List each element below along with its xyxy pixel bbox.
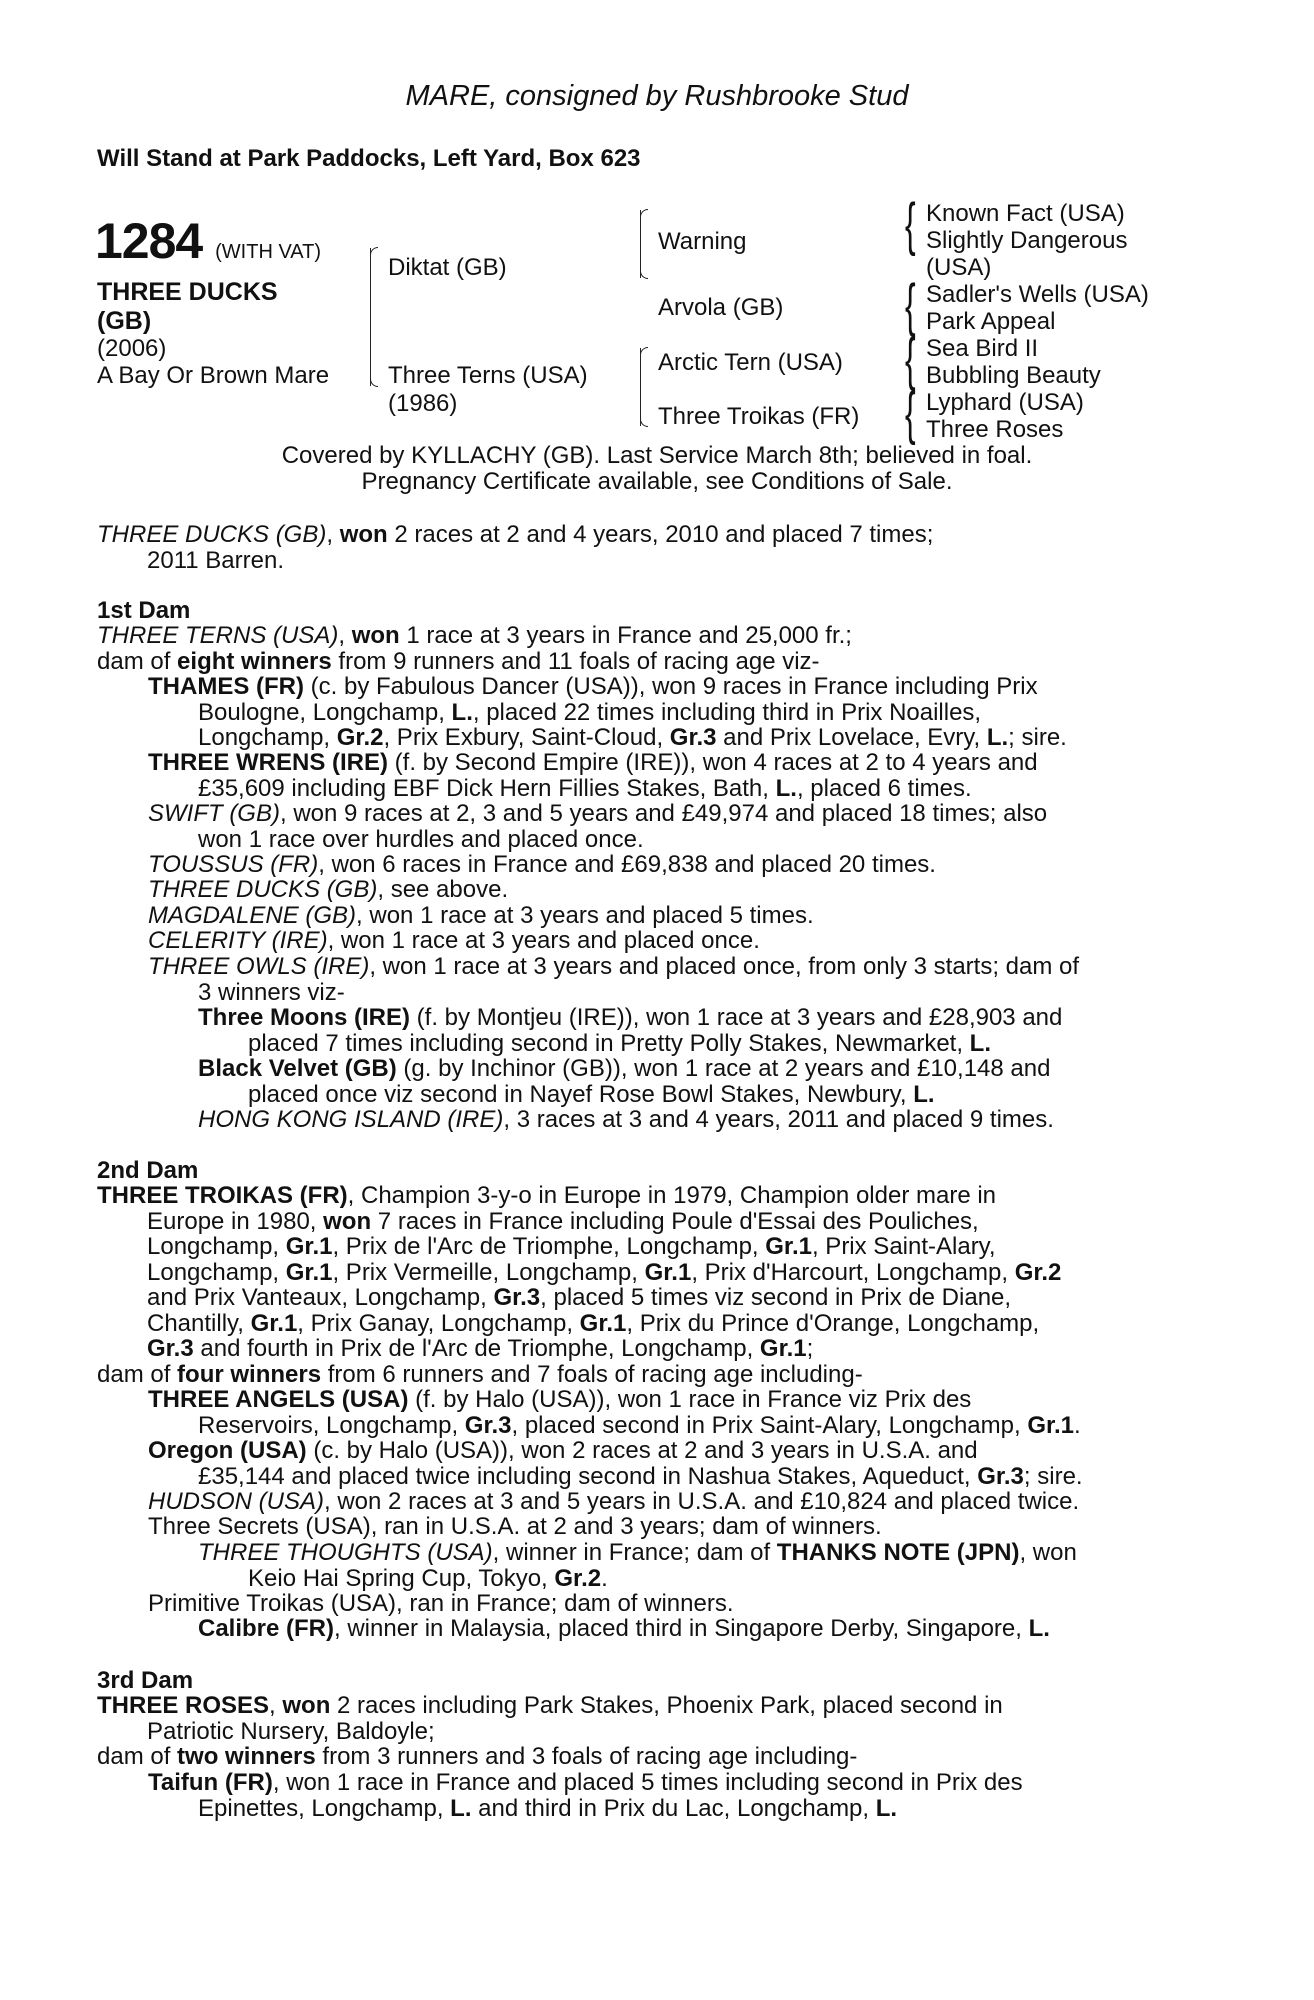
pedigree-g5: Sea Bird II: [926, 335, 1039, 362]
dam2-l6e: , Prix du Prince d'Orange, Longchamp,: [626, 1309, 1040, 1337]
dam2-l7a: Gr.3: [147, 1335, 194, 1362]
pedigree-g7: Lyphard (USA): [926, 389, 1084, 416]
dam-parents-brace: [640, 348, 641, 426]
dam2-l4d: Gr.1: [644, 1258, 692, 1286]
produce-three-secrets: [148, 1514, 1204, 1540]
moons-l1: (f. by Montjeu (IRE)), won 1 race at 3 years and £28,903 and: [410, 1004, 1063, 1031]
wrens-l1: (f. by Second Empire (IRE)), won 4 races at 2 to 4 years and: [388, 749, 1038, 776]
oregon-l1: (c. by Halo (USA)), won 2 races at 2 and 3 years in U.S.A. and: [306, 1437, 978, 1464]
produce-primitive-troikas: [148, 1591, 1204, 1617]
dam2-l2c: 7 races in France including Poule d'Essai des Pouliches,: [371, 1207, 979, 1235]
dam2-l6c: , Prix Ganay, Longchamp,: [297, 1309, 580, 1337]
horse-year: (2006): [97, 335, 167, 362]
dam2-l3a: Longchamp,: [147, 1233, 286, 1260]
angels-name: THREE ANGELS (USA): [148, 1386, 409, 1413]
thoughts-l1b: , won: [1019, 1539, 1077, 1566]
thoughts-l2c: .: [601, 1564, 608, 1592]
second-dam-heading: 2nd Dam: [97, 1157, 199, 1184]
produce-magdalene: [148, 903, 1204, 929]
dam2-l3b: Gr.1: [285, 1233, 333, 1260]
dam2-l5a: and Prix Vanteaux, Longchamp,: [147, 1284, 494, 1311]
thoughts-l2a: Keio Hai Spring Cup, Tokyo,: [248, 1564, 555, 1592]
dam2-l5b: Gr.3: [493, 1284, 541, 1311]
thames-l2c: , placed 22 times including third in Prix Noailles,: [472, 698, 982, 726]
angels-l1: (f. by Halo (USA)), won 1 race in France viz Prix des: [408, 1386, 972, 1413]
dam2-l3e: , Prix Saint-Alary,: [811, 1233, 996, 1260]
dam2-l6a: Chantilly,: [147, 1309, 251, 1337]
dam2-l3d: Gr.1: [765, 1233, 812, 1260]
celerity-text: , won 1 race at 3 years and placed once.: [327, 927, 760, 954]
third-dam-heading: 3rd Dam: [97, 1667, 194, 1694]
summary-won: won: [339, 521, 388, 548]
angels-l2b: Gr.3: [464, 1411, 512, 1439]
pedigree-g6: Bubbling Beauty: [926, 362, 1101, 389]
g-brace-1: {: [905, 192, 916, 257]
produce-thames: [148, 674, 1204, 751]
taifun-l2c: and third in Prix du Lac, Longchamp,: [471, 1794, 876, 1822]
dam2-damof-bold: four winners: [177, 1360, 322, 1388]
angels-l2d: Gr.1: [1027, 1411, 1075, 1439]
magdalene-text: , won 1 race at 3 years and placed 5 times.: [356, 902, 814, 929]
pedigree-dam-year: (1986): [388, 390, 458, 417]
produce-three-wrens: [148, 750, 1204, 801]
dam1-damof-bold: eight winners: [177, 647, 332, 675]
wrens-name: THREE WRENS (IRE): [148, 749, 388, 776]
consignment-title: MARE, consigned by Rushbrooke Stud: [405, 80, 909, 112]
oregon-l2b: Gr.3: [977, 1462, 1024, 1490]
produce-three-moons: [198, 1005, 1204, 1056]
covering-line1: Covered by KYLLACHY (GB). Last Service March 8th; believed in foal.: [281, 442, 1033, 469]
pedigree-g2a: Slightly Dangerous: [926, 227, 1128, 254]
stand-location: Will Stand at Park Paddocks, Left Yard, Box 623: [97, 145, 641, 172]
dam2-l4f: Gr.2: [1014, 1258, 1062, 1286]
taifun-name: Taifun (FR): [148, 1769, 273, 1796]
dam2-l7c: Gr.1: [759, 1335, 807, 1362]
dam2-l2b: won: [323, 1207, 372, 1235]
pedigree-sire-sire: Warning: [658, 228, 747, 255]
produce-oregon: [148, 1438, 1204, 1489]
dam2-l5c: , placed 5 times viz second in Prix de Diane,: [540, 1284, 1012, 1311]
produce-toussus: [148, 852, 1204, 878]
toussus-text: , won 6 races in France and £69,838 and placed 20 times.: [318, 851, 936, 878]
thoughts-name: THREE THOUGHTS (USA): [198, 1539, 493, 1566]
ducks-name: THREE DUCKS (GB): [148, 876, 378, 903]
wrens-l2c: , placed 6 times.: [796, 774, 972, 802]
owls-l1: , won 1 race at 3 years and placed once, from only 3 starts; dam of: [369, 953, 1080, 980]
dam1-name: THREE TERNS (USA): [97, 622, 339, 649]
produce-black-velvet: [198, 1056, 1204, 1107]
thames-l3f: L.: [986, 724, 1009, 751]
summary-text1: 2 races at 2 and 4 years, 2010 and placed 7 times;: [387, 521, 934, 548]
dam3-name: THREE ROSES: [97, 1692, 270, 1719]
hudson-name: HUDSON (USA): [148, 1488, 325, 1515]
lot-number: [95, 212, 321, 270]
sire-parents-brace: [640, 210, 641, 278]
thames-l3g: ; sire.: [1008, 724, 1067, 751]
produce-hong-kong-island: [198, 1107, 1204, 1133]
taifun-l2b: L.: [450, 1794, 472, 1822]
angels-l2c: , placed second in Prix Saint-Alary, Longchamp,: [511, 1411, 1028, 1439]
dam2-l2a: Europe in 1980,: [147, 1207, 324, 1235]
angels-l2e: .: [1074, 1411, 1081, 1439]
dam2-damof-pre: dam of: [97, 1360, 178, 1388]
dam2-l6b: Gr.1: [250, 1309, 298, 1337]
summary-text2: 2011 Barren.: [147, 546, 284, 574]
hk-name: HONG KONG ISLAND (IRE): [198, 1106, 504, 1133]
oregon-l2c: ; sire.: [1023, 1462, 1083, 1490]
calibre-name: Calibre (FR): [198, 1615, 335, 1642]
thames-l1: (c. by Fabulous Dancer (USA)), won 9 races in France including Prix: [303, 673, 1038, 700]
horse-name-line2: (GB): [97, 307, 152, 335]
thoughts-l1: , winner in France; dam of: [492, 1539, 777, 1566]
summary-name: THREE DUCKS (GB): [97, 521, 327, 548]
thames-l3b: Gr.2: [336, 724, 384, 751]
moons-name: Three Moons (IRE): [198, 1004, 411, 1031]
owls-name: THREE OWLS (IRE): [148, 953, 370, 980]
dam3-won: won: [282, 1692, 331, 1719]
pedigree-sire: Diktat (GB): [388, 254, 507, 281]
pedigree-g2b: (USA): [926, 254, 992, 281]
swift-l1: , won 9 races at 2, 3 and 5 years and £49,974 and placed 18 times; also: [279, 800, 1048, 827]
oregon-name: Oregon (USA): [148, 1437, 307, 1464]
dam2-l1: , Champion 3-y-o in Europe in 1979, Champion older mare in: [347, 1182, 997, 1209]
covering-line2: Pregnancy Certificate available, see Conditions of Sale.: [361, 468, 953, 495]
dam1-damof-pre: dam of: [97, 647, 178, 675]
thames-l2b: L.: [451, 698, 473, 726]
first-dam-section: THREE TERNS (USA), won 1 race at 3 years in France and 25,000 fr.; dam of eight winners from 9 runners and 11 foals of racing age viz-: [97, 622, 852, 675]
pedigree-g8: Three Roses: [926, 416, 1064, 443]
toussus-name: TOUSSUS (FR): [148, 851, 319, 878]
produce-three-owls: [148, 954, 1204, 1005]
moons-l2a: placed 7 times including second in Pretty Polly Stakes, Newmarket,: [248, 1029, 970, 1057]
pedigree-dam-sire: Arctic Tern (USA): [658, 349, 843, 376]
swift-name: SWIFT (GB): [148, 800, 280, 827]
third-dam-section: THREE ROSES, won 2 races including Park Stakes, Phoenix Park, placed second in Patriotic Nursery, Baldoyle; dam of two winners from 3 runners and 3 foals of racing age including-: [97, 1693, 1204, 1770]
dam2-l4b: Gr.1: [285, 1258, 333, 1286]
magdalene-name: MAGDALENE (GB): [148, 902, 357, 929]
produce-calibre: [198, 1616, 1204, 1642]
velvet-l2b: L.: [913, 1080, 935, 1108]
dam2-name: THREE TROIKAS (FR): [97, 1182, 348, 1209]
dam3-damof-pre: dam of: [97, 1743, 178, 1770]
pedigree-dam: Three Terns (USA): [388, 362, 588, 389]
thames-l3e: and Prix Lovelace, Evry,: [716, 724, 987, 751]
produce-hudson: [148, 1489, 1204, 1515]
dam2-l7b: and fourth in Prix de l'Arc de Triomphe, Longchamp,: [193, 1335, 760, 1362]
thames-name: THAMES (FR): [148, 673, 304, 700]
hudson-text: , won 2 races at 3 and 5 years in U.S.A. and £10,824 and placed twice.: [324, 1488, 1080, 1515]
dam2-damof-post: from 6 runners and 7 foals of racing age including-: [321, 1360, 863, 1388]
thoughts-bold: THANKS NOTE (JPN): [776, 1539, 1020, 1566]
thames-l3d: Gr.3: [669, 724, 717, 751]
first-dam-heading: 1st Dam: [97, 597, 191, 624]
dam2-l4a: Longchamp,: [147, 1258, 286, 1286]
dam3-l1: 2 races including Park Stakes, Phoenix Park, placed second in: [330, 1692, 1003, 1719]
dam3-damof-post: from 3 runners and 3 foals of racing age including-: [315, 1743, 858, 1770]
dam2-l6d: Gr.1: [579, 1309, 627, 1337]
angels-l2a: Reservoirs, Longchamp,: [198, 1411, 465, 1439]
horse-description: A Bay Or Brown Mare: [97, 362, 330, 389]
swift-l2: won 1 race over hurdles and placed once.: [198, 825, 644, 853]
dam3-l2: Patriotic Nursery, Baldoyle;: [147, 1717, 435, 1745]
produce-celerity: [148, 928, 1204, 954]
dam2-l7d: ;: [806, 1335, 814, 1362]
calibre-l: L.: [1028, 1615, 1050, 1642]
produce-three-ducks: [148, 877, 1204, 903]
pedigree-sire-dam: Arvola (GB): [658, 294, 784, 321]
oregon-l2a: £35,144 and placed twice including second in Nashua Stakes, Aqueduct,: [198, 1462, 978, 1490]
velvet-l2a: placed once viz second in Nayef Rose Bowl Stakes, Newbury,: [248, 1080, 914, 1108]
velvet-l1: (g. by Inchinor (GB)), won 1 race at 2 years and £10,148 and: [396, 1055, 1051, 1082]
produce-three-thoughts: [198, 1540, 1204, 1591]
wrens-l2a: £35,609 including EBF Dick Hern Fillies Stakes, Bath,: [198, 774, 776, 802]
produce-three-angels: [148, 1387, 1204, 1438]
secrets-text: Three Secrets (USA), ran in U.S.A. at 2 and 3 years; dam of winners.: [148, 1513, 882, 1540]
pedigree-g4: Park Appeal: [926, 308, 1056, 335]
sire-dam-brace: [370, 248, 371, 386]
produce-swift: [148, 801, 1204, 852]
hk-text: , 3 races at 3 and 4 years, 2011 and placed 9 times.: [503, 1106, 1054, 1133]
velvet-name: Black Velvet (GB): [198, 1055, 397, 1082]
celerity-name: CELERITY (IRE): [148, 927, 328, 954]
pedigree-g3: Sadler's Wells (USA): [926, 281, 1149, 308]
pedigree-dam-dam: Three Troikas (FR): [658, 403, 860, 430]
dam1-damof-post: from 9 runners and 11 foals of racing age viz-: [331, 647, 820, 675]
taifun-l1: , won 1 race in France and placed 5 times including second in Prix des: [272, 1769, 1023, 1796]
primitive-text: Primitive Troikas (USA), ran in France; dam of winners.: [148, 1590, 734, 1617]
g-brace-4: {: [905, 381, 916, 446]
taifun-l2d: L.: [875, 1794, 898, 1822]
horse-name: [97, 278, 278, 336]
ducks-text: , see above.: [377, 876, 509, 903]
dam2-l4e: , Prix d'Harcourt, Longchamp,: [691, 1258, 1015, 1286]
taifun-l2a: Epinettes, Longchamp,: [198, 1794, 451, 1822]
thames-l2a: Boulogne, Longchamp,: [198, 698, 452, 726]
produce-taifun: [148, 1770, 1204, 1821]
dam1-text: 1 race at 3 years in France and 25,000 fr.;: [399, 622, 852, 649]
dam3-damof-bold: two winners: [177, 1743, 316, 1770]
thoughts-l2b: Gr.2: [554, 1564, 602, 1592]
calibre-text: , winner in Malaysia, placed third in Singapore Derby, Singapore,: [334, 1615, 1029, 1642]
vat-label: (WITH VAT): [215, 241, 322, 263]
wrens-l2b: L.: [775, 774, 797, 802]
dam2-l4c: , Prix Vermeille, Longchamp,: [332, 1258, 645, 1286]
thames-l3a: Longchamp,: [198, 724, 337, 751]
dam2-l3c: , Prix de l'Arc de Triomphe, Longchamp,: [332, 1233, 766, 1260]
g-brace-2: {: [905, 273, 916, 338]
second-dam-section: [97, 1183, 1204, 1387]
lot-number-value: 1284: [95, 213, 203, 269]
dam1-won: won: [351, 622, 400, 649]
owls-l2: 3 winners viz-: [198, 978, 345, 1006]
thames-l3c: , Prix Exbury, Saint-Cloud,: [383, 724, 670, 751]
pedigree-g1: Known Fact (USA): [926, 200, 1125, 227]
horse-name-line1: THREE DUCKS: [97, 278, 278, 306]
summary-paragraph: THREE DUCKS (GB), won 2 races at 2 and 4 years, 2010 and placed 7 times; 2011 Barren.: [97, 522, 1204, 573]
g-brace-3: {: [905, 327, 916, 392]
moons-l2b: L.: [969, 1029, 991, 1057]
